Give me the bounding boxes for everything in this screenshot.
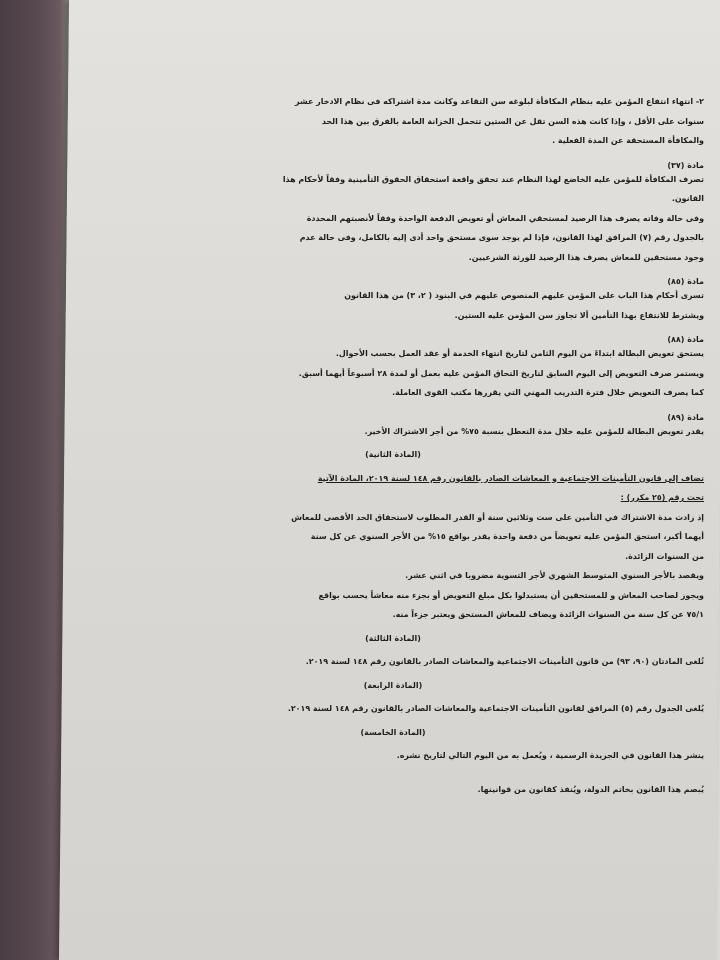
text-line: بالجدول رقم (٧) المرافق لهذا القانون، فإذا لم يوجد سوى مستحق واحد أدى إليه بالكامل، وفى حالة عدم — [299, 233, 704, 242]
text-line: من السنوات الزائدة. — [625, 551, 704, 561]
text-line: تصرف المكافأة للمؤمن عليه الخاضع لهذا النظام عند تحقق واقعة استحقاق الحقوق التأمينية وفقاً لأحكام هذا — [282, 174, 704, 184]
text-line: ويجوز لصاحب المعاش و للمستحقين أن يستبدلوا بكل مبلغ التعويض أو بجزء منه معاشاً يحسب بواقع — [318, 590, 704, 600]
text-line: والمكافأة المستحقة عن المدة الفعلية . — [552, 136, 704, 145]
text-line: أيهما أكبر، استحق المؤمن عليه تعويضاً من دفعة واحدة يقدر بواقع ١٥% من الأجر السنوي عن كل سنة — [310, 532, 704, 541]
text-line: يقدر تعويض البطالة للمؤمن عليه خلال مدة التعطل بنسبة ٧٥% من أجر الاشتراك الأخير. — [364, 426, 704, 436]
text-line: ينشر هذا القانون في الجريدة الرسمية ، ويُعمل به من اليوم التالي لتاريخ نشره. — [396, 751, 704, 760]
text-line: ويستمر صرف التعويض إلى اليوم السابق لتاريخ التحاق المؤمن عليه بعمل أو لمدة ٢٨ أسبوعاً أيهما أسبق. — [298, 368, 704, 378]
text-line: تُلغى المادتان (٩٠، ٩٣) من قانون التأمينات الاجتماعية والمعاشات الصادر بالقانون رقم ١٤٨ لسنة ٢٠١٩. — [305, 657, 704, 666]
article-heading: مادة (٨٩) — [667, 412, 704, 422]
text-line: القانون. — [671, 194, 704, 203]
text-line: ٧٥/١ عن كل سنة من السنوات الزائدة ويضاف للمعاش المستحق ويعتبر جزءاً منه. — [392, 610, 704, 619]
section-heading: (المادة الثانية) — [365, 450, 421, 459]
text-line: وفى حالة وفاته يصرف هذا الرصيد لمستحقي المعاش أو تعويض الدفعة الواحدة وفقاً لأنصبتهم المحددة — [306, 213, 704, 223]
text-line: يُلغى الجدول رقم (٥) المرافق لقانون التأمينات الاجتماعية والمعاشات الصادر بالقانون رقم ١٤٨ لسنة ٢٠١٩. — [287, 704, 704, 713]
underlined-line: تحت رقم (٢٥ مكرر) : — [620, 493, 704, 502]
text-line: تسرى أحكام هذا الباب على المؤمن عليهم المنصوص عليهم في البنود ( ٢، ٣) من هذا القانون — [344, 291, 704, 300]
text-line: ويقصد بالأجر السنوي المتوسط الشهري لأجر التسوية مضروبا في اثني عشر. — [405, 571, 704, 580]
section-heading: (المادة الرابعة) — [363, 680, 423, 690]
text-line: وجود مستحقين للمعاش يصرف هذا الرصيد للورثة الشرعيين. — [468, 252, 704, 262]
section-heading: (المادة الخامسة) — [360, 727, 426, 737]
article-heading: مادة (٨٨) — [667, 335, 704, 344]
text-line: ٢- انتهاء انتفاع المؤمن عليه بنظام المكافأة لبلوغه سن التقاعد وكانت مدة اشتراكه فى نظام الادخار عشر — [294, 97, 704, 106]
text-line: كما يصرف التعويض خلال فترة التدريب المهني التي يقررها مكتب القوى العاملة. — [392, 388, 704, 397]
text-line: إذ زادت مدة الاشتراك في التأمين على ست وثلاثين سنة أو القدر المطلوب لاستحقاق الحد الأقصى للمعاش — [291, 512, 704, 522]
text-line: يستحق تعويض البطالة ابتداءً من اليوم الثامن لتاريخ انتهاء الخدمة أو عقد العمل بحسب الأحوال. — [335, 349, 704, 358]
section-heading: (المادة الثالثة) — [365, 633, 421, 643]
article-heading: مادة (٨٥) — [667, 277, 704, 286]
article-heading: مادة (٣٧) — [667, 160, 704, 170]
text-line: ويشترط للانتفاع بهذا التأمين ألا تجاوز سن المؤمن عليه الستين. — [454, 310, 704, 320]
text-line: سنوات على الأقل ، وإذا كانت هذه السن تقل عن الستين تتحمل الخزانة العامة بالفرق بين هذا الحد — [321, 116, 704, 126]
document-text — [82, 92, 704, 952]
underlined-line: تضاف إلى قانون التأمينات الاجتماعية و المعاشات الصادر بالقانون رقم ١٤٨ لسنة ٢٠١٩، المادة الآتية — [317, 473, 704, 483]
text-line: يُبصم هذا القانون بخاتم الدولة، ويُنفذ كقانون من قوانينها. — [477, 784, 704, 794]
